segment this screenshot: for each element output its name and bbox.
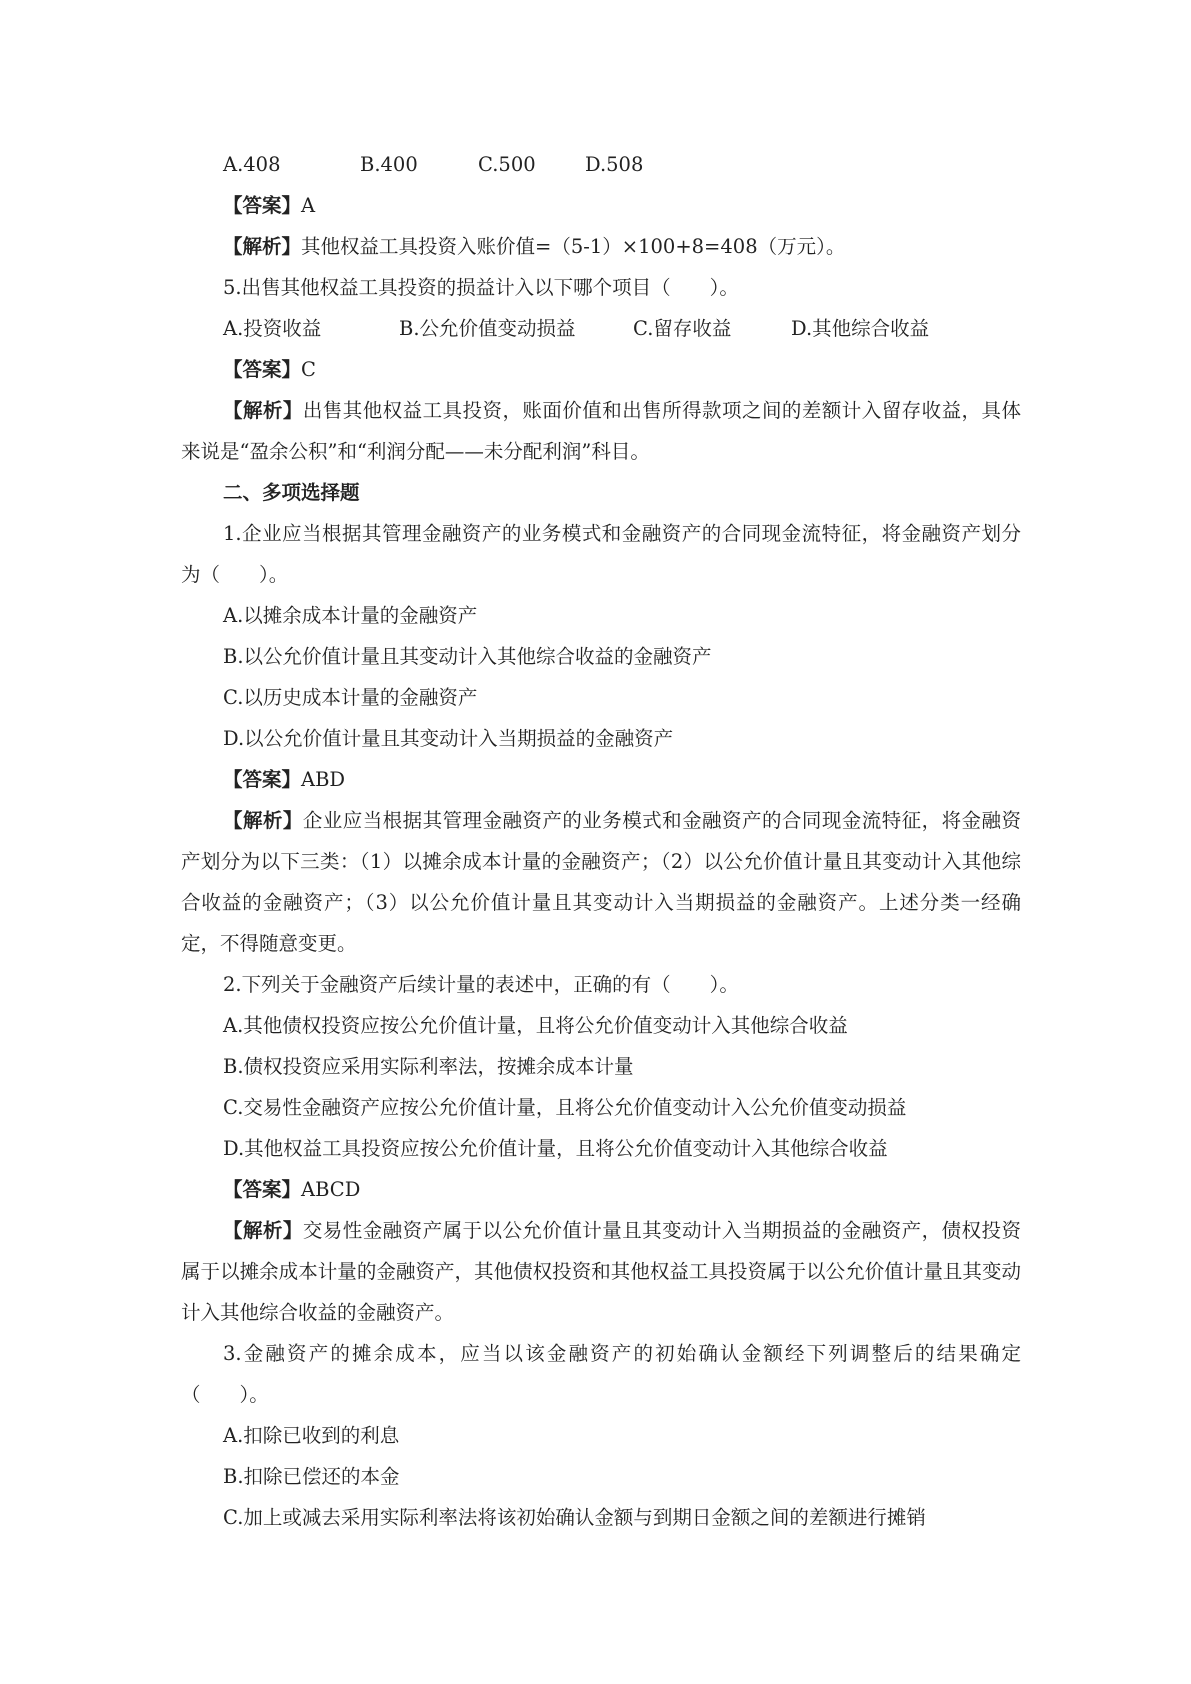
m1-question: 1.企业应当根据其管理金融资产的业务模式和金融资产的合同现金流特征，将金融资产划分为（ ）。 xyxy=(181,522,1021,586)
q5-option-a: A.投资收益 xyxy=(223,317,322,340)
m1-answer xyxy=(181,759,1021,800)
analysis-tag: 【解析】 xyxy=(223,809,303,832)
m3-question: 3.金融资产的摊余成本，应当以该金融资产的初始确认金额经下列调整后的结果确定（ ）。 xyxy=(181,1342,1021,1406)
m2-answer xyxy=(181,1169,1021,1210)
answer-value: C xyxy=(301,358,316,381)
q5-question: 5.出售其他权益工具投资的损益计入以下哪个项目（ ）。 xyxy=(223,276,739,299)
m2-option-b: B.债权投资应采用实际利率法，按摊余成本计量 xyxy=(223,1055,634,1078)
m2-question: 2.下列关于金融资产后续计量的表述中，正确的有（ ）。 xyxy=(223,973,739,996)
q5-analysis xyxy=(181,390,1021,472)
m1-option-c: C.以历史成本计量的金融资产 xyxy=(223,686,478,709)
q5-option-b: B.公允价值变动损益 xyxy=(399,317,576,340)
q5-answer xyxy=(181,349,1021,390)
m3-option-b: B.扣除已偿还的本金 xyxy=(223,1465,400,1488)
q4-options xyxy=(181,144,1021,185)
document-body xyxy=(181,144,1021,1538)
answer-tag: 【答案】 xyxy=(223,358,302,381)
answer-tag: 【答案】 xyxy=(223,768,302,791)
analysis-tag: 【解析】 xyxy=(223,235,302,258)
analysis-text: 交易性金融资产属于以公允价值计量且其变动计入当期损益的金融资产，债权投资属于以摊余成本计量的金融资产，其他债权投资和其他权益工具投资属于以公允价值计量且其变动计入其他综合收益的金融资产。 xyxy=(181,1219,1021,1324)
answer-value: A xyxy=(301,194,316,217)
analysis-tag: 【解析】 xyxy=(223,399,303,422)
m2-option-d: D.其他权益工具投资应按公允价值计量，且将公允价值变动计入其他综合收益 xyxy=(223,1137,888,1160)
q4-option-a: A.408 xyxy=(223,153,281,176)
m2-option-c: C.交易性金融资产应按公允价值计量，且将公允价值变动计入公允价值变动损益 xyxy=(223,1096,907,1119)
answer-tag: 【答案】 xyxy=(223,1178,302,1201)
answer-tag: 【答案】 xyxy=(223,194,302,217)
answer-value: ABD xyxy=(301,768,346,791)
analysis-text: 企业应当根据其管理金融资产的业务模式和金融资产的合同现金流特征，将金融资产划分为以下三类：（1）以摊余成本计量的金融资产；（2）以公允价值计量且其变动计入其他综合收益的金融资产；（3）以公允价值计量且其变动计入当期损益的金融资产。上述分类一经确定，不得随意变更。 xyxy=(181,809,1021,955)
q4-analysis xyxy=(181,226,1021,267)
m3-option-a: A.扣除已收到的利息 xyxy=(223,1424,400,1447)
section-heading: 二、多项选择题 xyxy=(223,481,360,504)
m2-option-a: A.其他债权投资应按公允价值计量，且将公允价值变动计入其他综合收益 xyxy=(223,1014,848,1037)
q4-option-c: C.500 xyxy=(478,153,536,176)
analysis-text: 出售其他权益工具投资，账面价值和出售所得款项之间的差额计入留存收益，具体来说是“盈余公积”和“利润分配——未分配利润”科目。 xyxy=(181,399,1021,463)
m1-option-b: B.以公允价值计量且其变动计入其他综合收益的金融资产 xyxy=(223,645,712,668)
q4-option-d: D.508 xyxy=(585,153,644,176)
q4-answer xyxy=(181,185,1021,226)
m1-analysis xyxy=(181,800,1021,964)
q4-option-b: B.400 xyxy=(360,153,418,176)
m1-option-d: D.以公允价值计量且其变动计入当期损益的金融资产 xyxy=(223,727,674,750)
q5-option-d: D.其他综合收益 xyxy=(791,317,930,340)
q5-options xyxy=(181,308,1021,349)
answer-value: ABCD xyxy=(301,1178,361,1201)
m3-option-c: C.加上或减去采用实际利率法将该初始确认金额与到期日金额之间的差额进行摊销 xyxy=(223,1506,926,1529)
m1-option-a: A.以摊余成本计量的金融资产 xyxy=(223,604,478,627)
analysis-tag: 【解析】 xyxy=(223,1219,303,1242)
m2-analysis xyxy=(181,1210,1021,1333)
q5-option-c: C.留存收益 xyxy=(633,317,732,340)
analysis-text: 其他权益工具投资入账价值=（5-1）×100+8=408（万元）。 xyxy=(301,235,846,258)
